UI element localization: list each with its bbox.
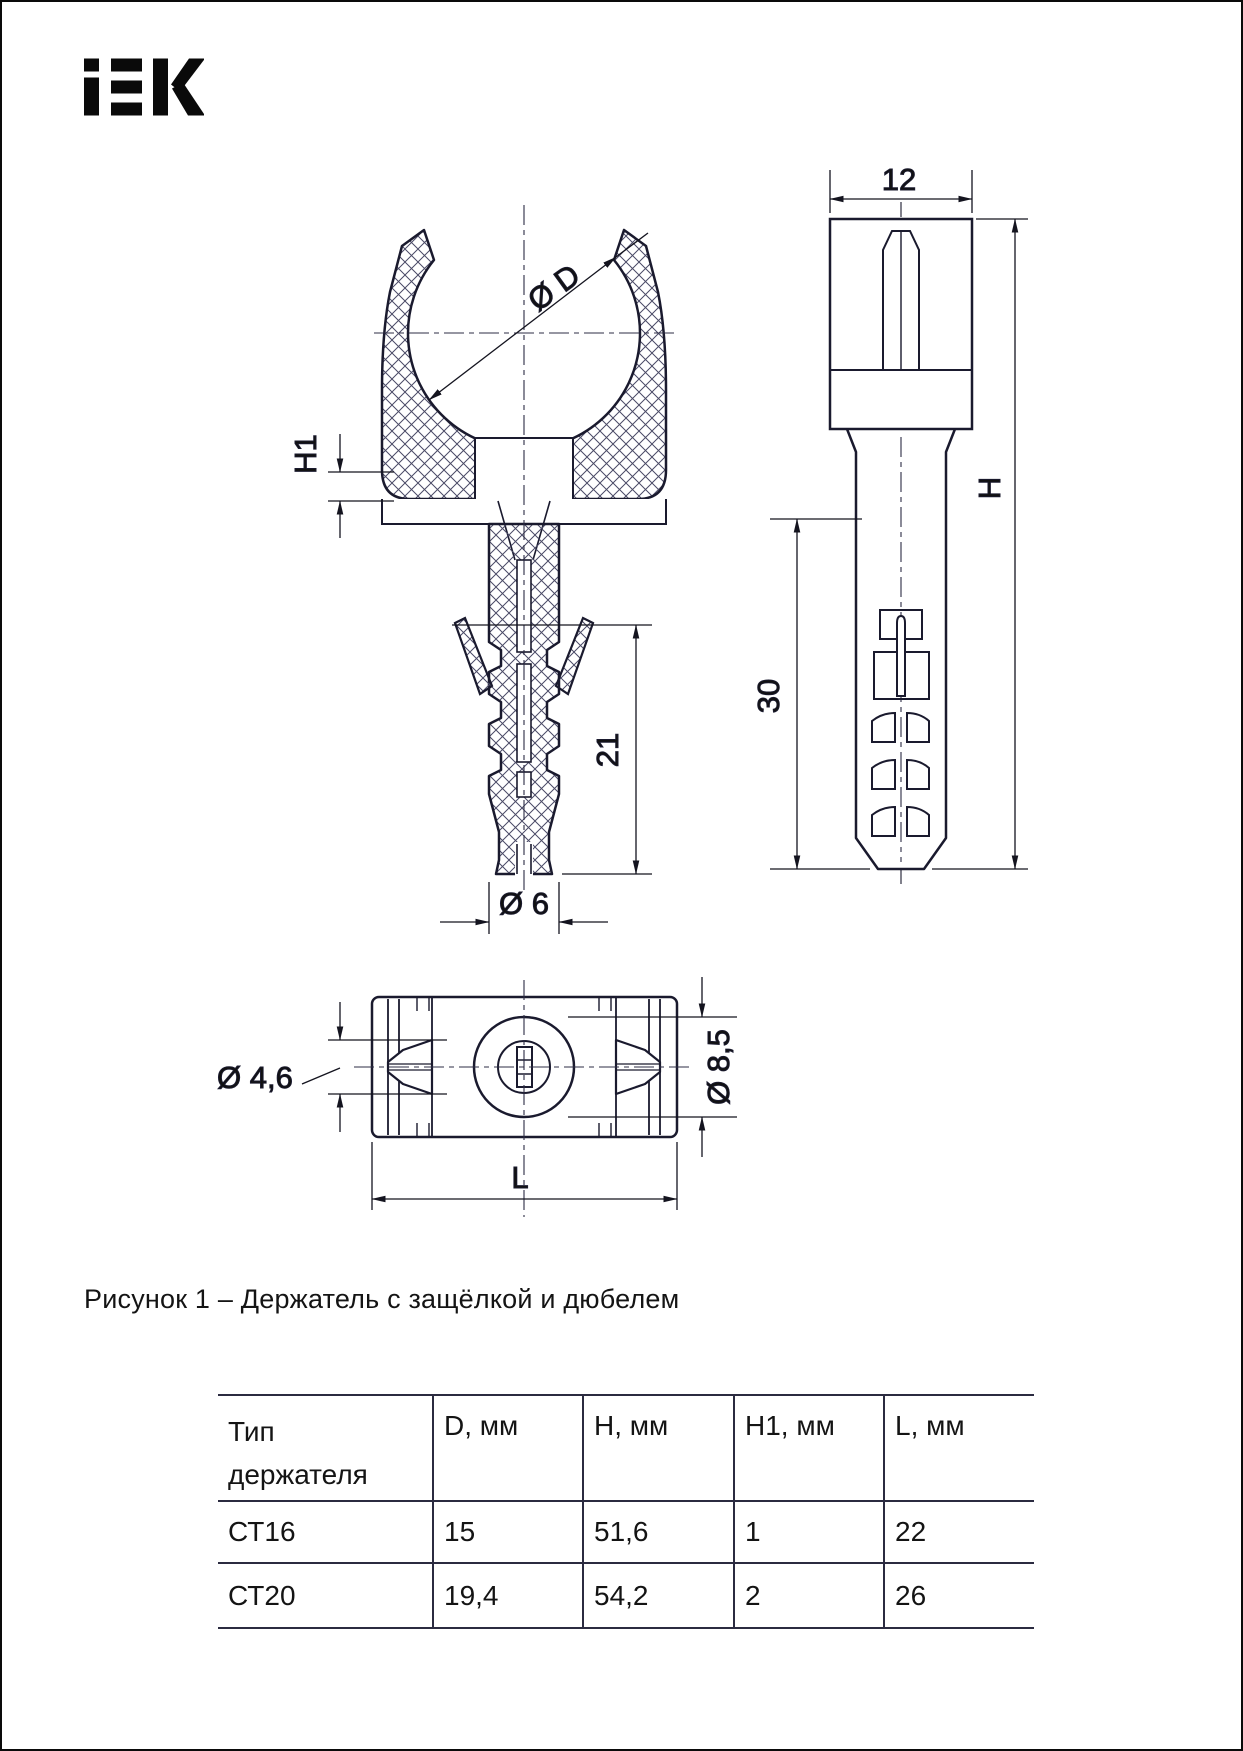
cell-type: СТ16 — [218, 1501, 433, 1563]
spec-table — [218, 1394, 1034, 1629]
front-centerlines — [374, 205, 674, 894]
anchor-wing-left — [455, 618, 492, 694]
header-l: L, мм — [884, 1395, 1034, 1501]
cell-h1: 1 — [734, 1501, 884, 1563]
dim-label-width-12: 12 — [881, 162, 917, 197]
cell-type: СТ20 — [218, 1563, 433, 1628]
logo-k-stem — [153, 59, 168, 116]
cell-d: 15 — [433, 1501, 583, 1563]
bottom-view — [217, 977, 737, 1217]
dim-label-diameter-d: Ø D — [521, 257, 587, 318]
header-type-text: Тип держателя — [228, 1416, 368, 1491]
logo-e-bar — [111, 81, 142, 94]
header-h1: H1, мм — [734, 1395, 884, 1501]
cell-h1: 2 — [734, 1563, 884, 1628]
anchor-wing-right — [556, 618, 593, 694]
cell-l: 22 — [884, 1501, 1034, 1563]
dim-label-diameter-6: Ø 6 — [499, 886, 549, 921]
dim-label-length-l: L — [511, 1160, 529, 1195]
figure-caption: Рисунок 1 – Держатель с защёлкой и дюбелем — [84, 1284, 680, 1314]
dim-label-h1: H1 — [288, 434, 323, 474]
front-view — [288, 205, 674, 934]
dim-diameter-d — [429, 233, 648, 400]
technical-drawing — [182, 142, 1052, 1242]
table-row — [218, 1563, 1034, 1628]
cell-h: 51,6 — [583, 1501, 734, 1563]
header-h: H, мм — [583, 1395, 734, 1501]
logo-i-dot — [84, 59, 99, 72]
iek-logo — [84, 58, 204, 116]
logo-k-lower-leg — [172, 83, 204, 116]
cell-h: 54,2 — [583, 1563, 734, 1628]
side-view — [751, 162, 1028, 884]
header-type — [218, 1395, 433, 1501]
logo-i-stem — [84, 78, 99, 116]
dim-label-latch-dia: Ø 4,6 — [217, 1060, 293, 1095]
logo-e-bar — [111, 103, 142, 116]
header-d: D, мм — [433, 1395, 583, 1501]
cell-l: 26 — [884, 1563, 1034, 1628]
dim-label-embed-30: 30 — [751, 678, 786, 714]
table-header-row — [218, 1395, 1034, 1501]
dim-label-anchor-depth: 21 — [590, 732, 625, 768]
dim-label-barrel-dia: Ø 8,5 — [701, 1029, 736, 1105]
table-row — [218, 1501, 1034, 1563]
cell-d: 19,4 — [433, 1563, 583, 1628]
logo-e-bar — [111, 59, 142, 72]
dim-label-height-h: H — [972, 476, 1007, 500]
side-pin — [897, 616, 905, 696]
